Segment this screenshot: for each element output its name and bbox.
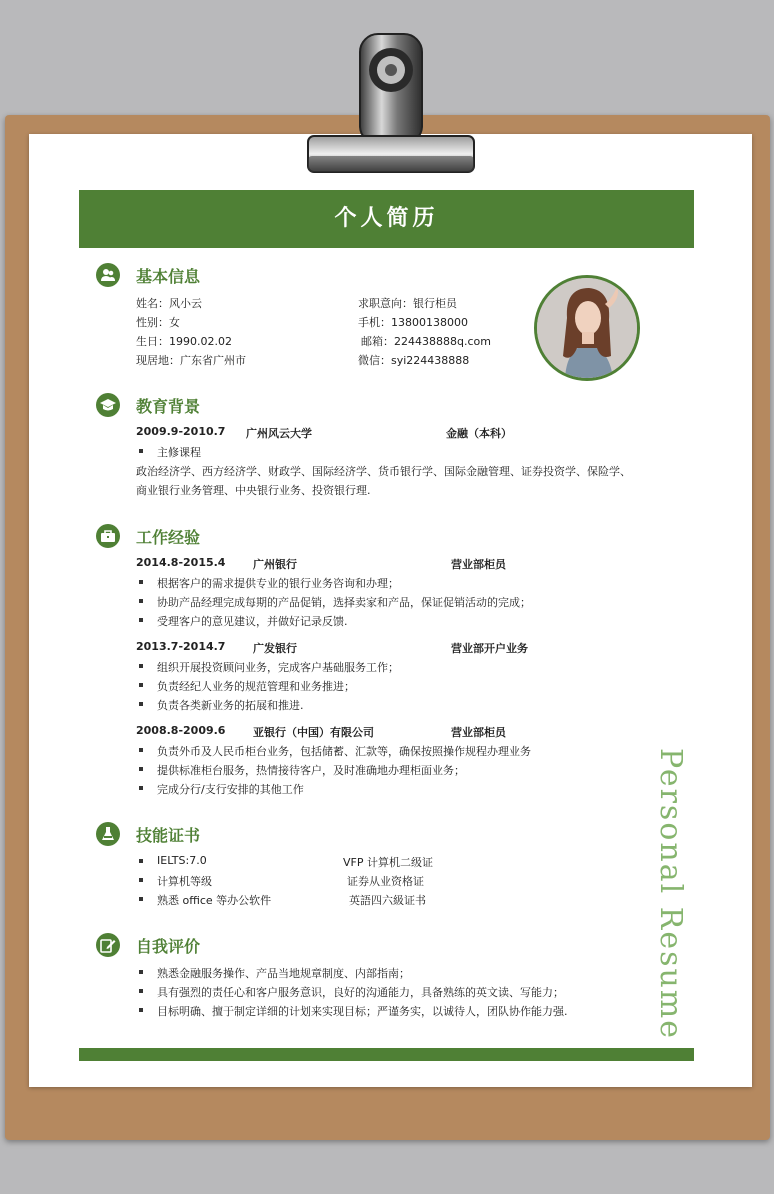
info-phone: 手机：13800138000 [358,316,468,329]
list-item: 完成分行/支行安排的其他工作 [157,783,304,796]
skill-cert: 英語四六級证书 [349,894,426,907]
list-item: 根据客户的需求提供专业的银行业务咨询和办理； [157,577,399,590]
list-item: 受理客户的意见建议，并做好记录反馈. [157,615,348,628]
personal-resume-vertical-text: Personal Resume [653,748,688,1040]
footer-bar [79,1048,694,1061]
graduation-cap-icon [96,393,120,417]
job-position: 营业部柜员 [451,726,506,739]
list-item: 组织开展投资顾问业务，完成客户基础服务工作； [157,661,399,674]
info-wechat: 微信：syi224438888 [358,354,470,367]
section-title: 工作经验 [136,528,201,547]
edu-period: 2009.9-2010.7 [136,425,226,438]
edu-major: 金融（本科） [446,427,512,440]
section-title: 技能证书 [136,826,201,845]
list-item: 目标明确、擅于制定详细的计划来实现目标；严谨务实，以诚待人，团队协作能力强. [157,1005,568,1018]
info-birthday: 生日：1990.02.02 [136,335,232,348]
info-residence: 现居地：广东省广州市 [136,354,246,367]
info-email: 邮箱：224438888q.com [361,335,491,348]
list-item: 负责各类新业务的拓展和推进. [157,699,304,712]
flask-icon [96,822,120,846]
binder-clip-icon [300,28,480,178]
edu-courses-line: 政治经济学、西方经济学、财政学、国际经济学、货币银行学、国际金融管理、证券投资学、保险学、 [136,465,631,478]
briefcase-icon [96,524,120,548]
job-period: 2008.8-2009.6 [136,724,226,737]
section-title: 教育背景 [136,397,201,416]
profile-photo [534,275,640,381]
job-position: 营业部开户业务 [451,642,528,655]
list-item: 负责外币及人民币柜台业务，包括储蓄、汇款等，确保按照操作规程办理业务 [157,745,531,758]
job-period: 2014.8-2015.4 [136,556,226,569]
edit-pencil-icon [96,933,120,957]
list-item: 熟悉 office 等办公软件 [157,894,272,907]
skill-cert: 证券从业资格证 [347,875,424,888]
section-title: 基本信息 [136,267,201,286]
info-name: 姓名：风小云 [136,297,202,310]
section-title: 自我评价 [136,937,201,956]
job-position: 营业部柜员 [451,558,506,571]
job-company: 亚银行（中国）有限公司 [253,726,374,739]
job-company: 广发银行 [253,642,297,655]
list-item: 提供标准柜台服务，热情接待客户，及时准确地办理柜面业务； [157,764,465,777]
portrait-icon [537,278,637,378]
job-company: 广州银行 [253,558,297,571]
list-item: 协助产品经理完成每期的产品促销，选择卖家和产品，保证促销活动的完成； [157,596,531,609]
job-period: 2013.7-2014.7 [136,640,226,653]
list-item: 计算机等级 [157,875,212,888]
edu-courses-line: 商业银行业务管理、中央银行业务、投资银行理. [136,484,371,497]
list-item: 负责经纪人业务的规范管理和业务推进； [157,680,355,693]
list-item: 具有强烈的责任心和客户服务意识，良好的沟通能力，具备熟练的英文读、写能力； [157,986,564,999]
list-item: IELTS:7.0 [157,854,207,867]
resume-title-banner: 个人简历 [79,190,694,248]
info-gender: 性别：女 [136,316,180,329]
info-objective: 求职意向：银行柜员 [358,297,457,310]
user-group-icon [96,263,120,287]
edu-school: 广州风云大学 [246,427,312,440]
list-item: 主修课程 [157,446,201,459]
skill-cert: VFP 计算机二级证 [343,856,433,869]
list-item: 熟悉金融服务操作、产品当地规章制度、内部指南； [157,967,410,980]
